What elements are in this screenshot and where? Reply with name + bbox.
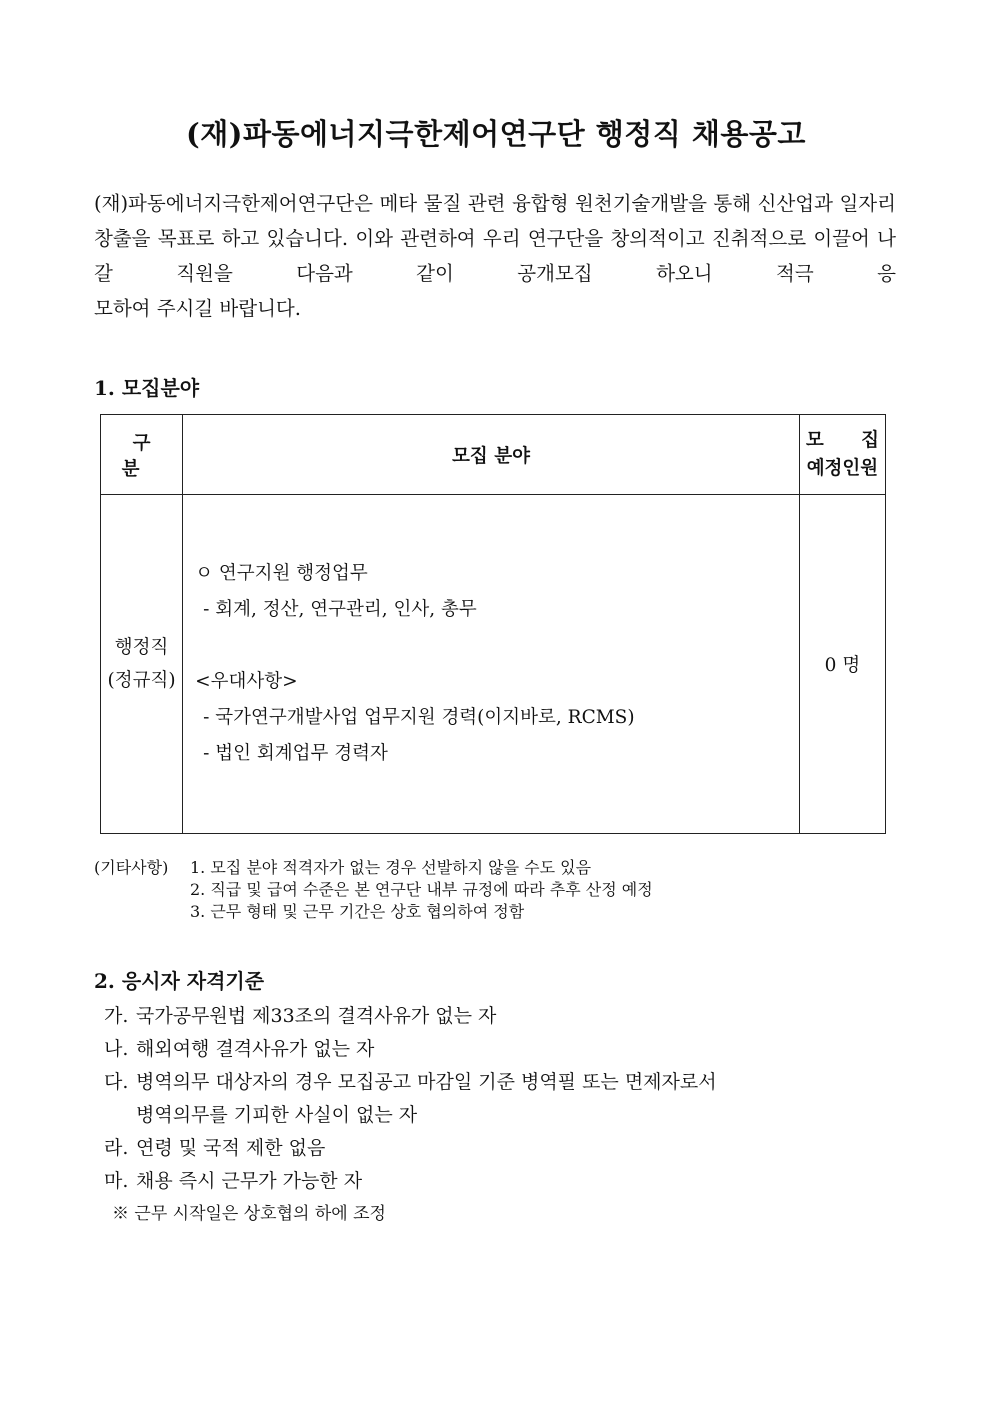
intro-line: 창의적이고 진취적으로 이끌어 나갈 직원을 다음과 같이 공개모집 하오니 적극 응 bbox=[94, 227, 896, 285]
intro-paragraph bbox=[94, 186, 896, 326]
division-name: 행정직 bbox=[114, 637, 169, 658]
reference-note: ※ 근무 시작일은 상호협의 하에 조정 bbox=[112, 1204, 386, 1224]
list-text: 채용 즉시 근무가 가능한 자 bbox=[136, 1170, 363, 1192]
header-count-char: 집 bbox=[861, 429, 879, 451]
list-item bbox=[104, 1165, 717, 1198]
table-row bbox=[101, 495, 886, 834]
header-division: 구 분 bbox=[101, 415, 183, 495]
list-item-continuation bbox=[104, 1099, 717, 1132]
notes-label: (기타사항) bbox=[94, 858, 169, 877]
list-item bbox=[104, 1000, 717, 1033]
field-line: - 국가연구개발사업 업무지원 경력(이지바로, RCMS) bbox=[203, 707, 635, 728]
list-text: 국가공무원법 제33조의 결격사유가 없는 자 bbox=[136, 1005, 497, 1027]
list-item bbox=[104, 1132, 717, 1165]
note-item: 1. 모집 분야 적격자가 없는 경우 선발하지 않을 수도 있음 bbox=[190, 858, 592, 877]
section-heading-qualifications: 2. 응시자 자격기준 bbox=[94, 969, 265, 993]
list-text: 병역의무를 기피한 사실이 없는 자 bbox=[136, 1104, 418, 1126]
list-item bbox=[104, 1066, 717, 1099]
intro-line: 신산업과 일자리 창출을 목표로 하고 있습니다. 이와 관련하여 우리 연구단을 bbox=[94, 192, 896, 250]
header-count-line1 bbox=[800, 427, 885, 455]
field-line: - 회계, 정산, 연구관리, 인사, 총무 bbox=[203, 599, 477, 620]
field-line: ㅇ 연구지원 행정업무 bbox=[195, 563, 368, 584]
additional-notes bbox=[94, 857, 653, 923]
note-row bbox=[94, 857, 653, 879]
list-text: 해외여행 결격사유가 없는 자 bbox=[136, 1038, 375, 1060]
section-heading-recruitment: 1. 모집분야 bbox=[94, 376, 200, 400]
list-marker: 가. bbox=[104, 1005, 129, 1027]
intro-line: (재)파동에너지극한제어연구단은 메타 물질 관련 융합형 원천기술개발을 통해 bbox=[94, 192, 752, 215]
header-count-line2: 예정인원 bbox=[806, 457, 879, 479]
field-spacer bbox=[195, 628, 799, 664]
recruitment-table bbox=[100, 414, 886, 834]
header-count-char: 모 bbox=[805, 429, 824, 451]
division-type: (정규직) bbox=[107, 670, 176, 691]
field-line: <우대사항> bbox=[195, 671, 298, 692]
intro-line: 모하여 주시길 바랍니다. bbox=[94, 297, 301, 320]
list-marker: 다. bbox=[104, 1071, 129, 1093]
note-item: 3. 근무 형태 및 근무 기간은 상호 협의하여 정함 bbox=[190, 902, 525, 921]
table-header-row bbox=[101, 415, 886, 495]
cell-division bbox=[101, 495, 183, 834]
list-text: 병역의무 대상자의 경우 모집공고 마감일 기준 병역필 또는 면제자로서 bbox=[136, 1071, 717, 1093]
note-row bbox=[94, 879, 653, 901]
list-text: 연령 및 국적 제한 없음 bbox=[136, 1137, 326, 1159]
header-field: 모집 분야 bbox=[183, 415, 800, 495]
cell-field bbox=[183, 495, 800, 834]
list-marker: 나. bbox=[104, 1038, 129, 1060]
note-item: 2. 직급 및 급여 수준은 본 연구단 내부 규정에 따라 추후 산정 예정 bbox=[190, 880, 653, 899]
list-marker: 마. bbox=[104, 1170, 129, 1192]
list-item bbox=[104, 1033, 717, 1066]
field-line: - 법인 회계업무 경력자 bbox=[203, 743, 388, 764]
qualification-list bbox=[104, 1000, 717, 1231]
cell-count: 0 명 bbox=[799, 495, 885, 834]
list-marker: 라. bbox=[104, 1137, 129, 1159]
note-row bbox=[94, 901, 653, 923]
header-count bbox=[799, 415, 885, 495]
page-title: (재)파동에너지극한제어연구단 행정직 채용공고 bbox=[186, 117, 806, 151]
